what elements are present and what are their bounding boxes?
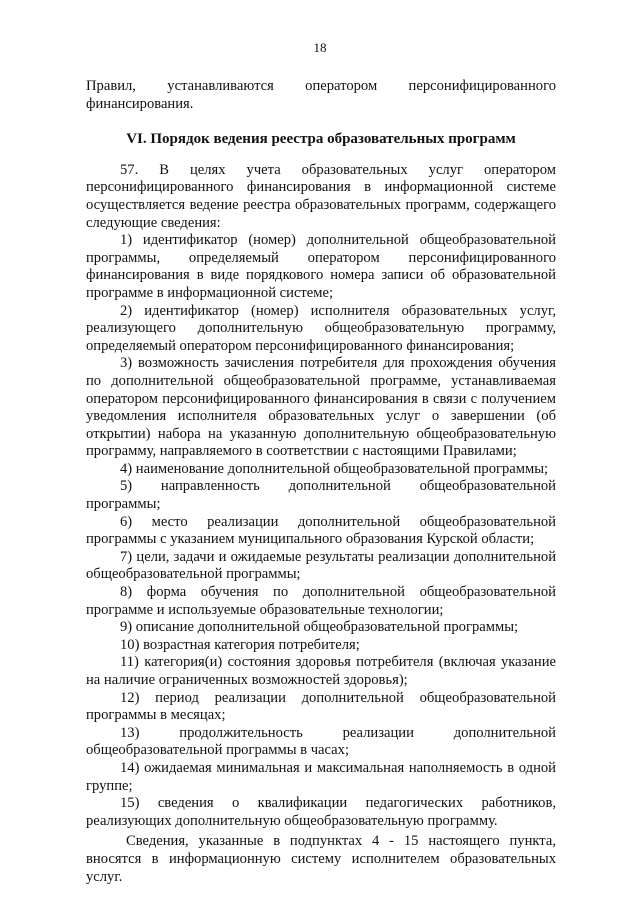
item-7: 7) цели, задачи и ожидаемые результаты реализации дополнительной общеобразовательной программы;: [86, 548, 556, 583]
item-11: 11) категория(и) состояния здоровья потребителя (включая указание на наличие ограниченных возможностей здоровья);: [86, 654, 556, 688]
paragraph-57: 57. В целях учета образовательных услуг оператором персонифицированного финансирования в информационной системе осуществляется ведение реестра образовательных программ, содержащего следующие сведения:: [86, 161, 556, 231]
item-5: 5) направленность дополнительной общеобразовательной программы;: [86, 478, 556, 513]
item-3: 3) возможность зачисления потребителя для прохождения обучения по дополнительной общеобразовательной программе, устанавливаемая оператором персонифицированного финансирования в связи с получением уведомления исполнителя образовательных услуг о завершении (об открытии) набора на указанную дополнительную общеобразовательную программу, направляемого в соответствии с настоящими Правилами;: [86, 355, 556, 460]
item-15: 15) сведения о квалификации педагогических работников, реализующих дополнительную общеобразовательную программу.: [86, 795, 556, 829]
item-2: 2) идентификатор (номер) исполнителя образовательных услуг, реализующего дополнительную общеобразовательную программу, определяемый оператором персонифицированного финансирования;: [86, 302, 556, 354]
item-6: 6) место реализации дополнительной общеобразовательной программы с указанием муниципального образования Курской области;: [86, 513, 556, 548]
item-14: 14) ожидаемая минимальная и максимальная наполняемость в одной группе;: [86, 759, 556, 794]
intro-paragraph: Правил, устанавливаются оператором персонифицированного финансирования.: [86, 78, 556, 112]
item-9: 9) описание дополнительной общеобразовательной программы;: [120, 619, 519, 636]
item-4: 4) наименование дополнительной общеобразовательной программы;: [120, 460, 549, 477]
closing-paragraph: Сведения, указанные в подпунктах 4 - 15 настоящего пункта, вносятся в информационную систему исполнителем образовательных услуг.: [86, 833, 556, 885]
item-12: 12) период реализации дополнительной общеобразовательной программы в месяцах;: [86, 689, 556, 724]
item-1: 1) идентификатор (номер) дополнительной общеобразовательной программы, определяемый оператором персонифицированного финансирования в виде порядкового номера записи об образовательной программе в информационной системе;: [86, 232, 556, 301]
section-title: VI. Порядок ведения реестра образовательных программ: [126, 131, 516, 148]
item-10: 10) возрастная категория потребителя;: [120, 636, 360, 653]
page-number: 18: [313, 40, 327, 55]
document-body: [86, 78, 556, 886]
item-8: 8) форма обучения по дополнительной общеобразовательной программе и используемые образовательные технологии;: [86, 584, 556, 618]
item-13: 13) продолжительность реализации дополнительной общеобразовательной программы в часах;: [86, 724, 556, 759]
